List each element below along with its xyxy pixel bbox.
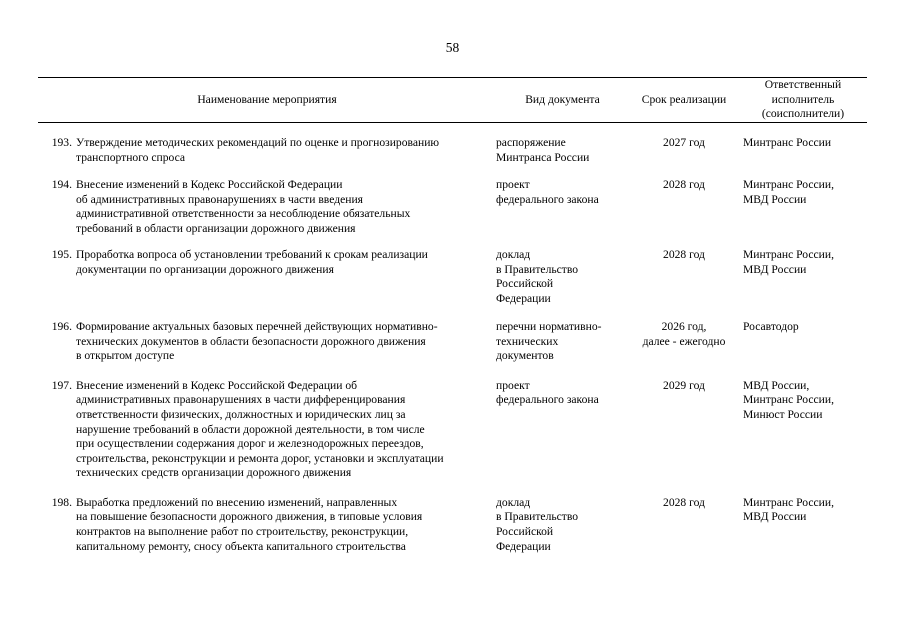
measure-name-line: на повышение безопасности дорожного движения, в типовые условия [76, 510, 423, 524]
document-type [496, 136, 629, 165]
row-number: 195. [51, 247, 72, 261]
page-number: 58 [445, 40, 460, 55]
row-number: 193. [51, 136, 72, 149]
responsible-executor-line: Минтранс России, [743, 495, 834, 509]
row-number: 196. [51, 319, 72, 333]
responsible-executor-line: Минтранс России, [743, 393, 834, 407]
measure-name-line: транспортного спроса [76, 150, 186, 164]
responsible-executor-line: МВД России [743, 192, 807, 206]
document-type-line: в Правительство [496, 510, 579, 524]
measure-name-line: Формирование актуальных базовых перечней действующих нормативно- [76, 319, 438, 333]
implementation-term-line: 2028 год [663, 177, 705, 191]
responsible-executor-line: МВД России, [743, 378, 810, 392]
document-type [496, 248, 629, 306]
responsible-executor-line: Минтранс России [743, 136, 832, 149]
measure-name-line: контрактов на выполнение работ по строительству, реконструкции, [76, 525, 409, 539]
measure-name-line: Проработка вопроса об установлении требований к срокам реализации [76, 247, 428, 261]
row-number: 194. [51, 177, 72, 191]
table-body [38, 136, 867, 554]
measure-name [76, 248, 496, 306]
document-type [496, 379, 629, 481]
responsible-executor [739, 379, 867, 481]
implementation-term-line: 2027 год [663, 136, 705, 149]
responsible-executor-line: Минтранс России, [743, 247, 834, 261]
document-type-line: Российской [496, 525, 554, 539]
measure-name [76, 178, 496, 236]
document-type-line: доклад [496, 495, 531, 509]
measure-name-line: об административных правонарушениях в части введения [76, 192, 363, 206]
measure-name-line: Внесение изменений в Кодекс Российской Федерации [76, 177, 343, 191]
implementation-term-line: 2029 год [663, 378, 705, 392]
measure-name-line: в открытом доступе [76, 349, 175, 363]
header-responsible [739, 78, 867, 122]
header-responsible-line: исполнитель [771, 92, 835, 106]
document-type-line: в Правительство [496, 262, 579, 276]
table-row [38, 496, 867, 554]
document-type-line: Российской [496, 277, 554, 291]
responsible-executor-line: Минтранс России, [743, 177, 834, 191]
table-row [38, 320, 867, 364]
document-type-line: Федерации [496, 291, 551, 305]
responsible-executor [739, 178, 867, 236]
document-type-line: документов [496, 349, 554, 363]
measure-name-line: нарушение требований в области дорожной деятельности, в том числе [76, 422, 425, 436]
table-row [38, 136, 867, 165]
header-responsible-line: Ответственный [764, 78, 842, 92]
document-type-line: Минтранса России [496, 150, 590, 164]
document-type-line: проект [496, 177, 530, 191]
table-row [38, 178, 867, 236]
measure-name-line: капитальному ремонту, сносу объекта капитального строительства [76, 539, 406, 553]
document-type-line: перечни нормативно- [496, 319, 602, 333]
measure-name-line: административной ответственности за несоблюдение обязательных [76, 207, 411, 221]
measure-name-line: административных правонарушениях в части дифференцирования [76, 393, 406, 407]
measure-name [76, 379, 496, 481]
document-type [496, 496, 629, 554]
measure-name-line: при осуществлении содержания дорог и железнодорожных переездов, [76, 437, 424, 451]
implementation-term [629, 136, 739, 165]
document-type-line: распоряжение [496, 136, 566, 149]
implementation-term-line: далее - ежегодно [642, 334, 726, 348]
responsible-executor [739, 320, 867, 364]
header-document-type: Вид документа [525, 92, 600, 106]
implementation-term-line: 2028 год [663, 247, 705, 261]
document-type-line: федерального закона [496, 192, 599, 206]
document-type-line: Федерации [496, 539, 551, 553]
document-type-line: федерального закона [496, 393, 599, 407]
responsible-executor [739, 136, 867, 165]
responsible-executor-line: Росавтодор [743, 319, 799, 333]
implementation-term-line: 2028 год [663, 495, 705, 509]
responsible-executor-line: МВД России [743, 510, 807, 524]
table-row [38, 379, 867, 481]
measure-name-line: Выработка предложений по внесению изменений, направленных [76, 495, 398, 509]
implementation-term [629, 320, 739, 364]
document-type [496, 178, 629, 236]
header-responsible-line: (соисполнители) [761, 107, 845, 121]
table-row [38, 248, 867, 306]
measure-name-line: Утверждение методических рекомендаций по оценке и прогнозированию [76, 136, 440, 149]
header-name: Наименование мероприятия [197, 92, 337, 106]
measure-name-line: технических средств организации дорожного движения [76, 466, 352, 480]
measures-table [38, 77, 867, 554]
document-type-line: технических [496, 334, 559, 348]
measure-name [76, 136, 496, 165]
measure-name [76, 496, 496, 554]
measure-name-line: технических документов в области безопасности дорожного движения [76, 334, 426, 348]
implementation-term [629, 248, 739, 306]
document-type-line: проект [496, 378, 530, 392]
table-header [38, 77, 867, 123]
implementation-term-line: 2026 год, [661, 319, 707, 333]
row-number: 197. [51, 378, 72, 392]
implementation-term [629, 496, 739, 554]
measure-name [76, 320, 496, 364]
responsible-executor-line: Минюст России [743, 408, 823, 422]
implementation-term [629, 178, 739, 236]
measure-name-line: Внесение изменений в Кодекс Российской Федерации об [76, 378, 358, 392]
measure-name-line: ответственности физических, должностных и юридических лиц за [76, 408, 406, 422]
document-type [496, 320, 629, 364]
responsible-executor [739, 496, 867, 554]
measure-name-line: строительства, реконструкции и ремонта дорог, установки и эксплуатации [76, 451, 444, 465]
row-number: 198. [51, 495, 72, 509]
responsible-executor [739, 248, 867, 306]
responsible-executor-line: МВД России [743, 262, 807, 276]
measure-name-line: документации по организации дорожного движения [76, 262, 334, 276]
measure-name-line: требований в области организации дорожного движения [76, 221, 356, 235]
document-type-line: доклад [496, 247, 531, 261]
implementation-term [629, 379, 739, 481]
header-term: Срок реализации [641, 92, 727, 106]
